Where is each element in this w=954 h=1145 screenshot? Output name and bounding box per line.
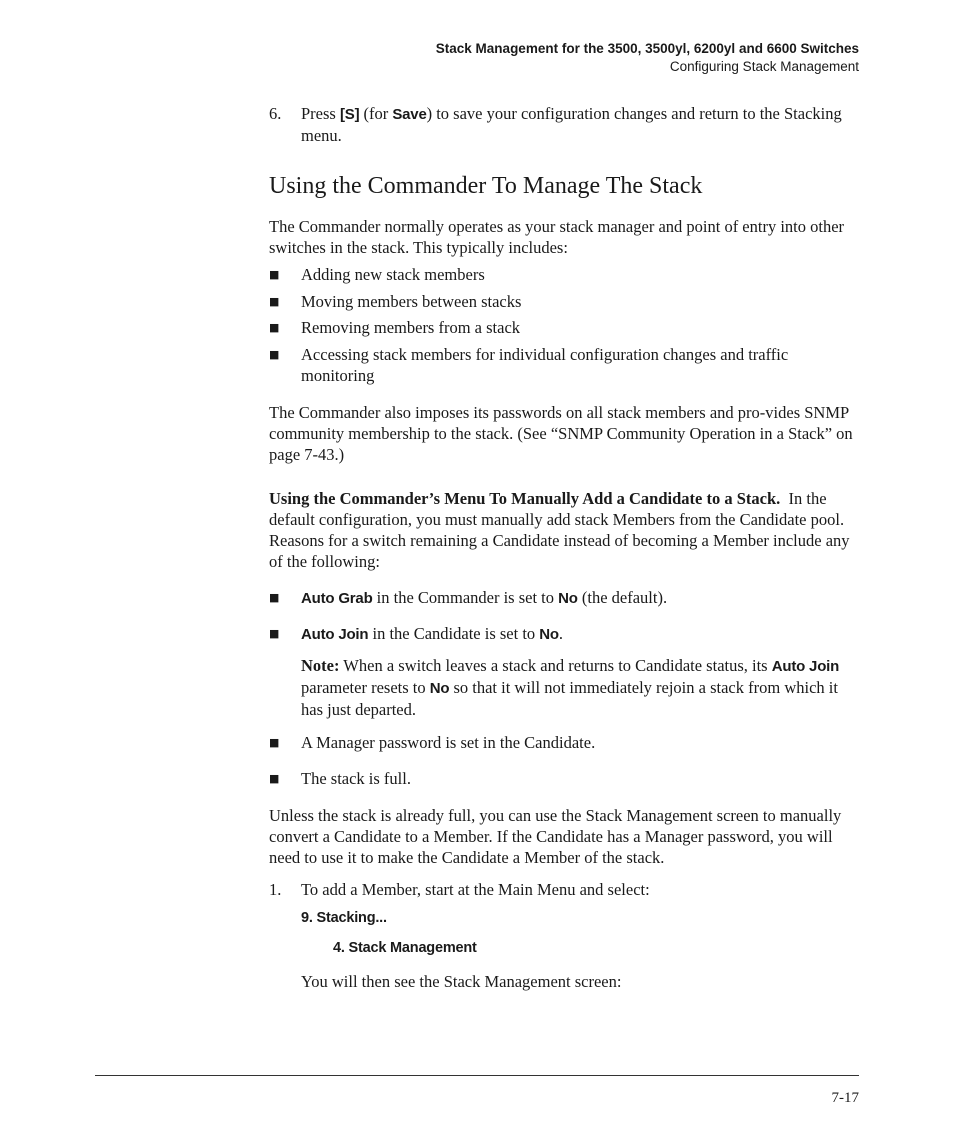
note-label: Note:	[301, 656, 340, 675]
menu-path-stack-management: 4. Stack Management	[333, 940, 477, 956]
step-1-number: 1.	[269, 880, 282, 899]
section-title: Using the Commander To Manage The Stack	[269, 173, 703, 199]
passwords-paragraph: The Commander also imposes its passwords on all stack members and pro-vides SNMP community membership to the stack. (See “SNMP Community Operation in a Stack” on page 7-43.)	[269, 403, 853, 464]
note-paragraph: Note: When a switch leaves a stack and returns to Candidate status, its Auto Join parameter resets to No so that it will not immediately rejoin a stack from which it has just departed.	[301, 656, 840, 719]
reason-auto-join: Auto Join in the Candidate is set to No.	[301, 624, 564, 643]
list-item: Removing members from a stack	[301, 318, 521, 337]
header-subtitle: Configuring Stack Management	[669, 59, 859, 74]
list-item: Accessing stack members for individual configuration changes and traffic monitoring	[301, 345, 789, 385]
step-6-text: Press [S] (for Save) to save your configuration changes and return to the Stacking menu.	[301, 104, 842, 145]
bullet-icon: ■	[269, 772, 280, 785]
bullet-icon: ■	[269, 591, 280, 604]
list-item: Adding new stack members	[301, 265, 485, 284]
bullet-icon: ■	[269, 627, 280, 640]
manual-add-subheading: Using the Commander’s Menu To Manually Add a Candidate to a Stack.	[269, 489, 781, 508]
auto-join-parameter: Auto Join	[301, 626, 369, 643]
bullet-icon: ■	[269, 348, 280, 361]
convert-candidate-paragraph: Unless the stack is already full, you can use the Stack Management screen to manually convert a Candidate to a Member. If the Candidate has a Manager password, you will need to use it to make the Candidate a Member of the stack.	[269, 806, 842, 867]
list-item: Moving members between stacks	[301, 292, 522, 311]
reason-manager-password: A Manager password is set in the Candidate.	[301, 733, 596, 752]
reason-auto-grab: Auto Grab in the Commander is set to No (the default).	[301, 588, 668, 607]
step-1-result: You will then see the Stack Management screen:	[301, 972, 622, 991]
bullet-icon: ■	[269, 736, 280, 749]
bullet-icon: ■	[269, 295, 280, 308]
manual-add-paragraph: Using the Commander’s Menu To Manually Add a Candidate to a Stack. In the default configuration, you must manually add stack Members from the Candidate pool. Reasons for a switch remaining a Candidate instead of becoming a Member include any of the following:	[269, 489, 854, 571]
step-6-number: 6.	[269, 104, 282, 123]
bullet-icon: ■	[269, 321, 280, 334]
save-command: Save	[392, 106, 427, 123]
auto-grab-parameter: Auto Grab	[301, 590, 373, 607]
header-title: Stack Management for the 3500, 3500yl, 6200yl and 6600 Switches	[435, 41, 859, 56]
menu-path-stacking: 9. Stacking...	[301, 910, 387, 926]
page-number: 7-17	[831, 1090, 859, 1106]
key-s: [S]	[339, 106, 360, 123]
footer-rule	[95, 1075, 859, 1076]
reason-stack-full: The stack is full.	[301, 769, 411, 788]
step-1-text: To add a Member, start at the Main Menu and select:	[301, 880, 650, 899]
bullet-icon: ■	[269, 268, 280, 281]
intro-paragraph: The Commander normally operates as your stack manager and point of entry into other switches in the stack. This typically includes:	[269, 217, 845, 257]
running-header	[436, 40, 859, 76]
